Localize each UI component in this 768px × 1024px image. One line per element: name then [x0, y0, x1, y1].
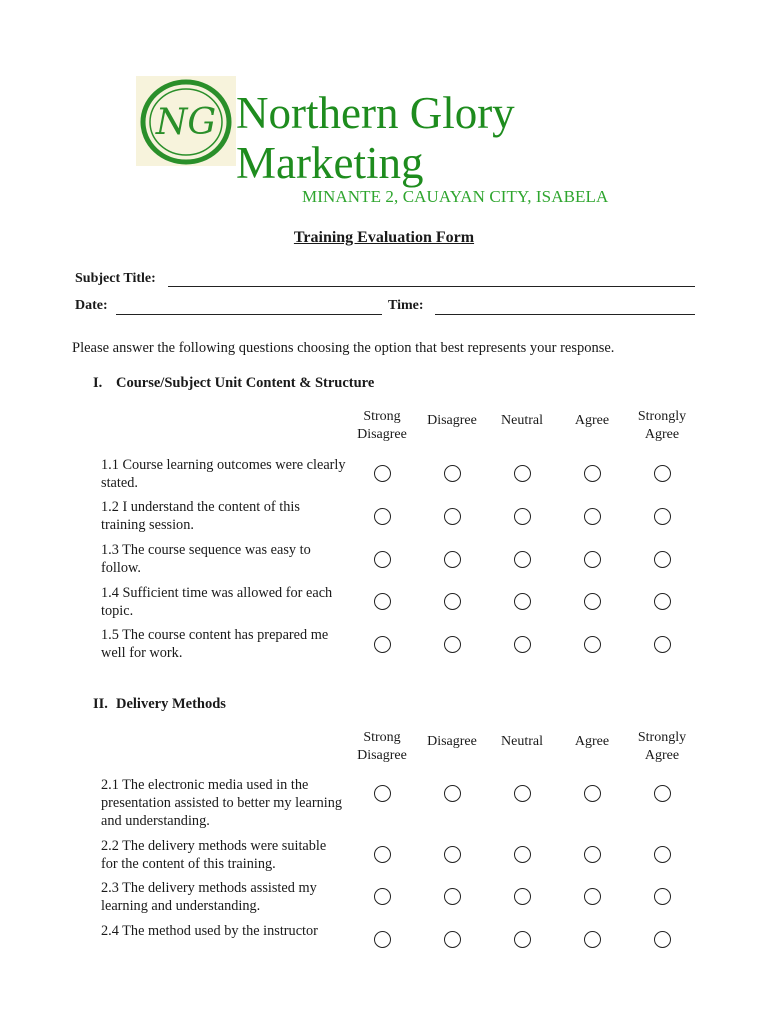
radio-2-1-strongly-agree[interactable] [654, 785, 671, 802]
radio-2-2-disagree[interactable] [444, 846, 461, 863]
radio-2-2-strong-disagree[interactable] [374, 846, 391, 863]
radio-2-3-strongly-agree[interactable] [654, 888, 671, 905]
logo-monogram: NG [155, 102, 217, 143]
radio-2-2-neutral[interactable] [514, 846, 531, 863]
question-1-3: 1.3 The course sequence was easy to follow. [101, 542, 311, 576]
radio-1-1-strongly-agree[interactable] [654, 465, 671, 482]
radio-1-5-agree[interactable] [584, 636, 601, 653]
radio-2-2-agree[interactable] [584, 846, 601, 863]
radio-1-3-neutral[interactable] [514, 551, 531, 568]
radio-1-1-disagree[interactable] [444, 465, 461, 482]
radio-1-2-strongly-agree[interactable] [654, 508, 671, 525]
section-title: Course/Subject Unit Content & Structure [116, 375, 375, 391]
radio-1-5-neutral[interactable] [514, 636, 531, 653]
radio-2-1-agree[interactable] [584, 785, 601, 802]
radio-1-1-neutral[interactable] [514, 465, 531, 482]
radio-1-2-strong-disagree[interactable] [374, 508, 391, 525]
radio-1-1-agree[interactable] [584, 465, 601, 482]
radio-2-4-disagree[interactable] [444, 931, 461, 948]
scale-strong-disagree: Strong Disagree [357, 409, 407, 442]
section-number: I. [93, 375, 103, 391]
section-heading [93, 375, 374, 392]
date-label: Date: [75, 298, 108, 313]
question-1-5: 1.5 The course content has prepared me well for work. [101, 627, 329, 661]
radio-2-2-strongly-agree[interactable] [654, 846, 671, 863]
radio-1-3-agree[interactable] [584, 551, 601, 568]
radio-1-2-disagree[interactable] [444, 508, 461, 525]
question-2-3: 2.3 The delivery methods assisted my learning and understanding. [101, 880, 317, 914]
radio-2-3-strong-disagree[interactable] [374, 888, 391, 905]
question-2-1: 2.1 The electronic media used in the presentation assisted to better my learning and understanding. [101, 777, 342, 829]
time-field[interactable] [435, 314, 695, 315]
radio-1-3-strongly-agree[interactable] [654, 551, 671, 568]
radio-1-2-neutral[interactable] [514, 508, 531, 525]
section-title: Delivery Methods [116, 696, 226, 712]
radio-1-4-neutral[interactable] [514, 593, 531, 610]
radio-2-3-agree[interactable] [584, 888, 601, 905]
radio-1-5-strong-disagree[interactable] [374, 636, 391, 653]
radio-2-1-neutral[interactable] [514, 785, 531, 802]
radio-1-4-disagree[interactable] [444, 593, 461, 610]
time-label: Time: [388, 298, 424, 313]
section-heading [93, 696, 226, 713]
section-number: II. [93, 696, 108, 712]
radio-1-1-strong-disagree[interactable] [374, 465, 391, 482]
radio-1-4-strong-disagree[interactable] [374, 593, 391, 610]
radio-1-5-disagree[interactable] [444, 636, 461, 653]
radio-2-1-strong-disagree[interactable] [374, 785, 391, 802]
scale-strongly-agree: Strongly Agree [637, 409, 687, 442]
question-1-1: 1.1 Course learning outcomes were clearly stated. [101, 457, 346, 491]
radio-2-3-neutral[interactable] [514, 888, 531, 905]
instructions-text: Please answer the following questions choosing the option that best represents your response. [72, 340, 615, 356]
radio-2-1-disagree[interactable] [444, 785, 461, 802]
scale-disagree: Disagree [427, 734, 477, 749]
scale-neutral: Neutral [501, 413, 543, 428]
radio-2-3-disagree[interactable] [444, 888, 461, 905]
scale-strong-disagree: Strong Disagree [357, 730, 407, 763]
radio-2-4-agree[interactable] [584, 931, 601, 948]
radio-1-3-strong-disagree[interactable] [374, 551, 391, 568]
subject-title-label: Subject Title: [75, 271, 156, 286]
subject-title-field[interactable] [168, 286, 695, 287]
company-name: Northern Glory Marketing [236, 88, 515, 188]
radio-2-4-strongly-agree[interactable] [654, 931, 671, 948]
radio-1-3-disagree[interactable] [444, 551, 461, 568]
question-1-2: 1.2 I understand the content of this training session. [101, 499, 300, 533]
form-title: Training Evaluation Form [293, 229, 475, 246]
question-2-2: 2.2 The delivery methods were suitable for the content of this training. [101, 838, 327, 872]
radio-1-5-strongly-agree[interactable] [654, 636, 671, 653]
radio-1-4-strongly-agree[interactable] [654, 593, 671, 610]
date-field[interactable] [116, 314, 382, 315]
company-logo [136, 76, 236, 166]
radio-1-4-agree[interactable] [584, 593, 601, 610]
question-2-4: 2.4 The method used by the instructor [101, 923, 318, 939]
radio-1-2-agree[interactable] [584, 508, 601, 525]
radio-2-4-strong-disagree[interactable] [374, 931, 391, 948]
scale-neutral: Neutral [501, 734, 543, 749]
scale-strongly-agree: Strongly Agree [637, 730, 687, 763]
scale-disagree: Disagree [427, 413, 477, 428]
scale-agree: Agree [574, 413, 610, 428]
scale-agree: Agree [574, 734, 610, 749]
company-address: MINANTE 2, CAUAYAN CITY, ISABELA [302, 187, 609, 206]
radio-2-4-neutral[interactable] [514, 931, 531, 948]
question-1-4: 1.4 Sufficient time was allowed for each topic. [101, 585, 333, 619]
